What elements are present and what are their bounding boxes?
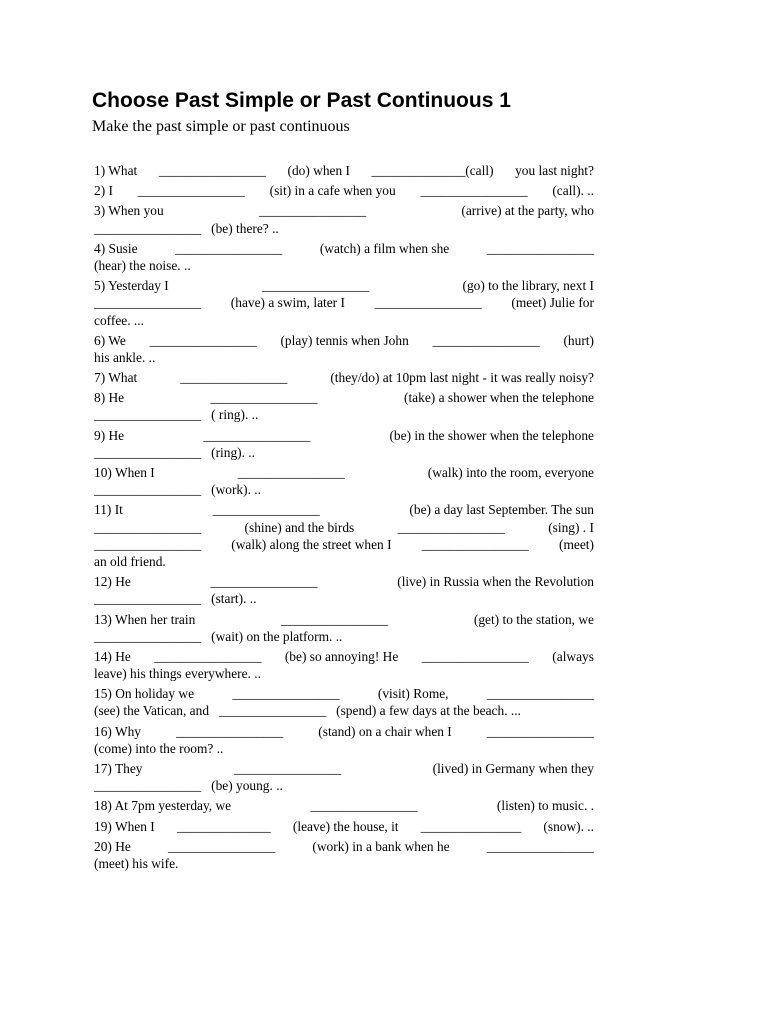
exercise-text: 8) He — [94, 390, 125, 406]
exercise-line — [94, 464, 594, 481]
exercise-item — [94, 797, 594, 814]
exercise-text: (sing) . I — [548, 519, 594, 535]
exercise-line — [94, 777, 594, 794]
answer-blank: ________________ — [486, 240, 594, 256]
exercise-text: (walk) into the room, everyone — [427, 465, 594, 480]
exercise-text: (have) a swim, later I — [230, 295, 345, 311]
exercise-line — [94, 389, 594, 406]
exercise-item — [94, 240, 594, 274]
answer-blank: ________________ — [168, 838, 276, 854]
exercise-line — [94, 182, 594, 199]
exercise-item — [94, 389, 594, 423]
exercise-item — [94, 838, 594, 872]
exercise-item — [94, 162, 594, 179]
exercise-text: an old friend. — [94, 553, 166, 569]
worksheet-instructions: Make the past simple or past continuous — [92, 118, 350, 135]
answer-blank: ________________ — [421, 648, 529, 664]
exercise-line — [94, 277, 594, 294]
exercise-line — [94, 427, 594, 444]
exercise-text: 11) It — [94, 502, 123, 518]
exercise-text: (be) in the shower when the telephone — [389, 427, 594, 443]
exercise-text: (stand) on a chair when I — [318, 723, 452, 739]
exercise-text: (shine) and the birds — [244, 519, 355, 535]
exercise-text: (get) to the station, we — [473, 611, 594, 627]
exercise-line — [94, 220, 594, 237]
answer-blank: ________________ — [175, 240, 283, 256]
answer-blank: ________________ — [233, 761, 342, 776]
exercise-line — [94, 553, 594, 570]
exercise-text: (be) a day last September. The sun — [409, 502, 594, 518]
exercise-text: (be) young. .. — [211, 778, 283, 794]
exercise-item — [94, 723, 594, 757]
exercise-text: (live) in Russia when the Revolution — [397, 574, 594, 590]
exercise-text: 3) When you — [94, 203, 164, 219]
exercise-text: 1) What — [94, 163, 138, 178]
answer-blank: ________________ — [137, 183, 245, 199]
exercise-line — [94, 481, 594, 498]
exercise-text: (do) when I — [287, 163, 350, 178]
exercise-item — [94, 648, 594, 682]
exercise-text: (lived) in Germany when they — [432, 761, 594, 776]
answer-blank: ________________ — [210, 574, 318, 590]
answer-blank: ________________ — [397, 519, 505, 535]
exercise-text: leave) his things everywhere. .. — [94, 666, 261, 682]
exercise-text: (visit) Rome, — [377, 686, 449, 702]
exercise-text: 15) On holiday we — [94, 686, 195, 702]
exercise-text: ( ring). .. — [211, 407, 259, 423]
exercise-line — [94, 369, 594, 386]
exercise-line — [94, 240, 594, 257]
exercise-text: (work). .. — [211, 482, 261, 498]
answer-blank: ________________ — [94, 536, 202, 552]
exercise-text: 13) When her train — [94, 611, 196, 627]
exercise-text: (call). .. — [552, 183, 594, 199]
answer-blank: ________________ — [94, 220, 202, 236]
exercise-line — [94, 797, 594, 814]
exercise-line — [94, 740, 594, 757]
answer-blank: ________________ — [203, 427, 311, 443]
exercise-item — [94, 427, 594, 461]
exercise-text: (see) the Vatican, and — [94, 703, 210, 719]
exercise-item — [94, 760, 594, 794]
exercise-line — [94, 648, 594, 665]
exercise-text: you last night? — [515, 163, 594, 178]
exercise-list — [94, 162, 594, 875]
exercise-line — [94, 723, 594, 740]
exercise-item — [94, 611, 594, 645]
exercise-line — [94, 501, 594, 518]
exercise-text: (hurt) — [563, 332, 594, 348]
answer-blank: ________________ — [421, 536, 529, 552]
answer-blank: ________________ — [94, 778, 202, 794]
answer-blank: ________________ — [176, 723, 284, 739]
exercise-item — [94, 685, 594, 719]
exercise-line — [94, 162, 594, 179]
exercise-line — [94, 332, 594, 349]
answer-blank: ______________(call) — [371, 163, 494, 178]
exercise-item — [94, 464, 594, 498]
answer-blank: ________________ — [486, 723, 594, 739]
answer-blank: ________________ — [432, 332, 540, 348]
exercise-line — [94, 573, 594, 590]
answer-blank: ______________ — [176, 818, 271, 834]
exercise-text: (play) tennis when John — [280, 332, 409, 348]
exercise-line — [94, 760, 594, 777]
exercise-text: (listen) to music. . — [496, 798, 594, 814]
answer-blank: ________________ — [258, 203, 367, 219]
exercise-text: (snow). .. — [543, 818, 594, 834]
exercise-text: coffee. ... — [94, 312, 144, 328]
exercise-line — [94, 611, 594, 628]
exercise-item — [94, 573, 594, 607]
answer-blank: ________________ — [154, 648, 262, 664]
answer-blank: ________________ — [374, 295, 482, 311]
exercise-line — [94, 628, 594, 645]
answer-blank: ________________ — [94, 628, 202, 644]
worksheet-title: Choose Past Simple or Past Continuous 1 — [92, 89, 511, 112]
exercise-text: 7) What — [94, 370, 138, 386]
exercise-line — [94, 519, 594, 536]
answer-blank: ________________ — [310, 798, 418, 814]
exercise-text: (watch) a film when she — [319, 240, 450, 256]
answer-blank: ________________ — [94, 407, 202, 423]
exercise-item — [94, 202, 594, 236]
exercise-text: (start). .. — [211, 591, 257, 607]
exercise-line — [94, 855, 594, 872]
exercise-text: (arrive) at the party, who — [461, 203, 594, 219]
exercise-line — [94, 838, 594, 855]
exercise-line — [94, 349, 594, 366]
exercise-text: (leave) the house, it — [292, 818, 399, 834]
answer-blank: _______________ — [420, 818, 522, 834]
exercise-text: 14) He — [94, 648, 131, 664]
answer-blank: ________________ — [219, 703, 327, 719]
answer-blank: ________________ — [149, 332, 257, 348]
exercise-line — [94, 444, 594, 461]
exercise-text: (walk) along the street when I — [231, 536, 392, 552]
exercise-item — [94, 277, 594, 329]
exercise-text: (meet) — [559, 536, 594, 552]
exercise-line — [94, 294, 594, 311]
exercise-text: 4) Susie — [94, 240, 138, 256]
exercise-text: (sit) in a cafe when you — [269, 183, 396, 199]
exercise-item — [94, 332, 594, 366]
answer-blank: ________________ — [94, 591, 202, 607]
answer-blank: ________________ — [262, 278, 370, 294]
exercise-text: (come) into the room? .. — [94, 740, 224, 756]
exercise-line — [94, 312, 594, 329]
exercise-text: 12) He — [94, 574, 131, 590]
exercise-text: 16) Why — [94, 723, 141, 739]
exercise-text: 20) He — [94, 838, 131, 854]
exercise-line — [94, 590, 594, 607]
exercise-text: (wait) on the platform. .. — [211, 628, 343, 644]
exercise-text: (hear) the noise. .. — [94, 257, 191, 273]
exercise-text: 18) At 7pm yesterday, we — [94, 798, 232, 814]
answer-blank: ________________ — [486, 838, 594, 854]
exercise-text: 6) We — [94, 332, 126, 348]
exercise-item — [94, 369, 594, 386]
answer-blank: ________________ — [237, 465, 345, 480]
exercise-text: 5) Yesterday I — [94, 278, 169, 294]
exercise-text: (ring). .. — [211, 444, 256, 460]
exercise-text: (they/do) at 10pm last night - it was really noisy? — [330, 370, 594, 386]
exercise-text: (meet) his wife. — [94, 855, 179, 871]
exercise-text: 17) They — [94, 761, 143, 776]
exercise-text: (take) a shower when the telephone — [404, 390, 594, 406]
answer-blank: ________________ — [94, 295, 202, 311]
exercise-text: 2) I — [94, 183, 113, 199]
exercise-text: (meet) Julie for — [511, 295, 594, 311]
answer-blank: ________________ — [281, 611, 389, 627]
exercise-text: (be) there? .. — [211, 220, 279, 236]
exercise-text: (be) so annoying! He — [284, 648, 399, 664]
exercise-line — [94, 685, 594, 702]
exercise-text: 9) He — [94, 427, 125, 443]
exercise-text: 19) When I — [94, 818, 155, 834]
exercise-line — [94, 665, 594, 682]
exercise-line — [94, 202, 594, 219]
exercise-text: (always — [552, 648, 594, 664]
answer-blank: ________________ — [94, 444, 202, 460]
exercise-line — [94, 406, 594, 423]
exercise-line — [94, 702, 594, 719]
exercise-line — [94, 818, 594, 835]
answer-blank: ________________ — [180, 370, 288, 386]
answer-blank: ________________ — [158, 163, 266, 178]
exercise-line — [94, 257, 594, 274]
exercise-line — [94, 536, 594, 553]
answer-blank: ________________ — [232, 686, 340, 702]
exercise-item — [94, 182, 594, 199]
answer-blank: ________________ — [210, 390, 318, 406]
answer-blank: ________________ — [212, 502, 320, 518]
answer-blank: ________________ — [420, 183, 528, 199]
exercise-text: 10) When I — [94, 465, 155, 480]
answer-blank: ________________ — [486, 686, 594, 702]
answer-blank: ________________ — [94, 519, 202, 535]
exercise-text: his ankle. .. — [94, 349, 156, 365]
exercise-item — [94, 501, 594, 570]
exercise-text: (work) in a bank when he — [312, 838, 450, 854]
exercise-text: (spend) a few days at the beach. ... — [336, 703, 521, 719]
exercise-item — [94, 818, 594, 835]
exercise-text: (go) to the library, next I — [462, 278, 594, 294]
answer-blank: ________________ — [94, 482, 202, 498]
